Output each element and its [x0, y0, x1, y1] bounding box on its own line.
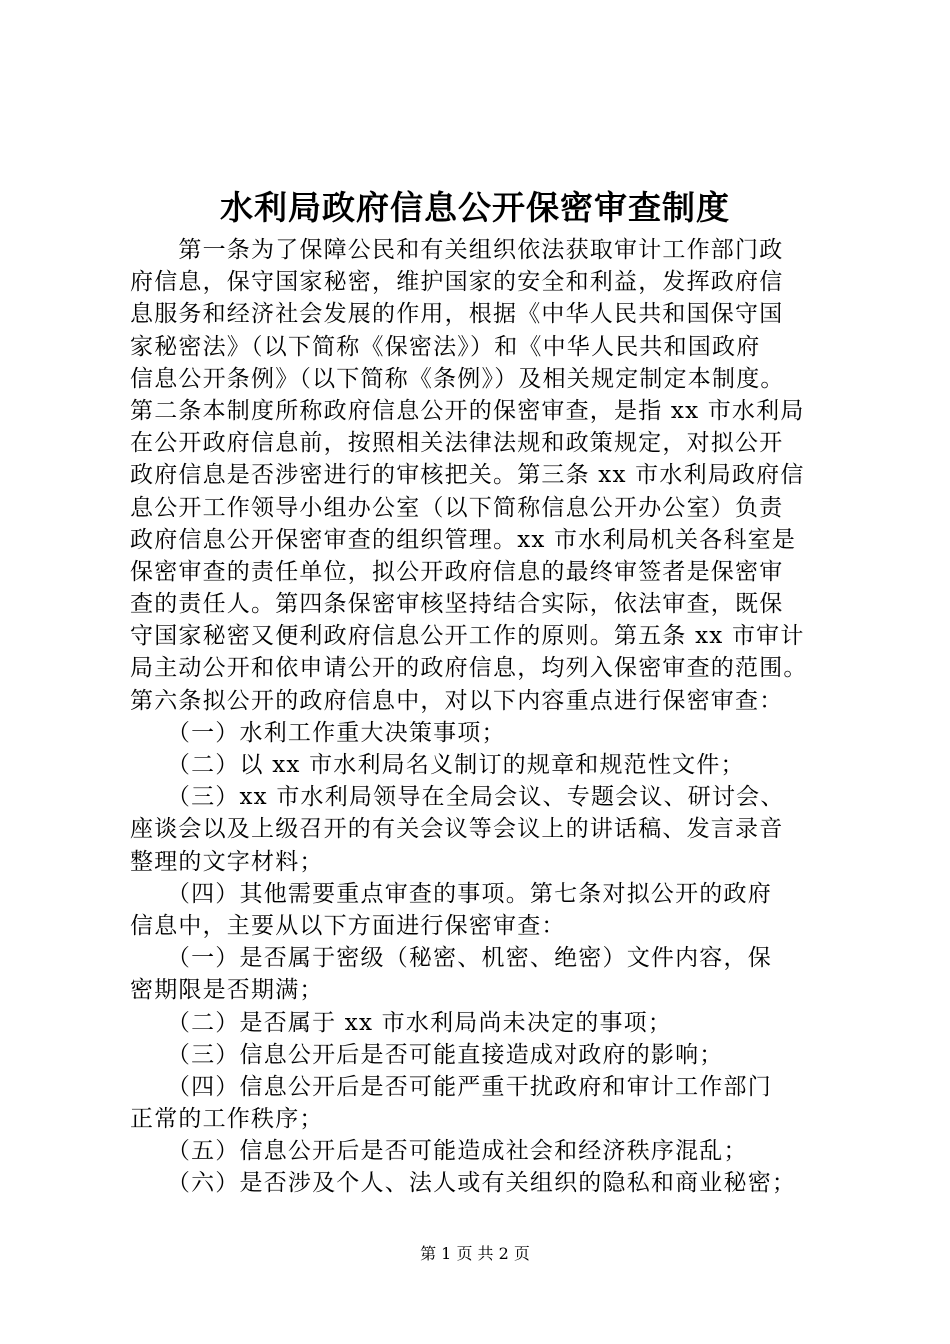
body-line: （六）是否涉及个人、法人或有关组织的隐私和商业秘密；: [130, 1170, 797, 1197]
body-line: 家秘密法》（以下简称《保密法》）和《中华人民共和国政府: [130, 333, 761, 360]
body-line: 信息中，主要从以下方面进行保密审查：: [130, 912, 566, 939]
body-line: （四）信息公开后是否可能严重干扰政府和审计工作部门: [130, 1073, 772, 1100]
body-line: （一）是否属于密级（秘密、机密、绝密）文件内容，保: [130, 945, 772, 972]
body-line: （二）是否属于 xx 市水利局尚未决定的事项；: [130, 1009, 673, 1036]
body-line: 守国家秘密又便利政府信息公开工作的原则。第五条 xx 市审计: [130, 623, 805, 650]
body-line: 密期限是否期满；: [130, 977, 324, 1004]
body-line: （一）水利工作重大决策事项；: [130, 719, 506, 746]
body-line: 第二条本制度所称政府信息公开的保密审查，是指 xx 市水利局: [130, 397, 805, 424]
body-line: 正常的工作秩序；: [130, 1106, 324, 1133]
body-line: （二）以 xx 市水利局名义制订的规章和规范性文件；: [130, 752, 745, 778]
body-line: 整理的文字材料；: [130, 848, 324, 875]
body-line: 息服务和经济社会发展的作用，根据《中华人民共和国保守国: [130, 301, 784, 328]
page-footer: 第 1 页 共 2 页: [420, 1244, 530, 1263]
body-line: 座谈会以及上级召开的有关会议等会议上的讲话稿、发言录音: [130, 816, 784, 843]
document-title: 水利局政府信息公开保密审查制度: [220, 188, 730, 227]
body-line: （五）信息公开后是否可能造成社会和经济秩序混乱；: [130, 1138, 748, 1165]
body-line: 府信息，保守国家秘密，维护国家的安全和利益，发挥政府信: [130, 269, 784, 296]
body-line: 在公开政府信息前，按照相关法律法规和政策规定，对拟公开: [130, 430, 784, 457]
body-line: 政府信息公开保密审查的组织管理。xx 市水利局机关各科室是: [130, 526, 797, 553]
body-line: 第六条拟公开的政府信息中，对以下内容重点进行保密审查：: [130, 687, 784, 714]
body-line: 息公开工作领导小组办公室（以下简称信息公开办公室）负责: [130, 494, 784, 521]
body-line: 查的责任人。第四条保密审核坚持结合实际，依法审查，既保: [130, 591, 784, 618]
body-line: 第一条为了保障公民和有关组织依法获取审计工作部门政: [130, 237, 784, 263]
body-line: （三）xx 市水利局领导在全局会议、专题会议、研讨会、: [130, 784, 785, 811]
body-line: 局主动公开和依申请公开的政府信息，均列入保密审查的范围。: [130, 655, 808, 682]
body-line: （三）信息公开后是否可能直接造成对政府的影响；: [130, 1041, 724, 1068]
body-line: 信息公开条例》（以下简称《条例》）及相关规定制定本制度。: [130, 365, 785, 392]
body-line: 政府信息是否涉密进行的审核把关。第三条 xx 市水利局政府信: [130, 462, 805, 489]
body-line: （四）其他需要重点审查的事项。第七条对拟公开的政府: [130, 880, 772, 907]
document-body: [130, 234, 836, 1200]
body-line: 保密审查的责任单位，拟公开政府信息的最终审签者是保密审: [130, 558, 784, 585]
